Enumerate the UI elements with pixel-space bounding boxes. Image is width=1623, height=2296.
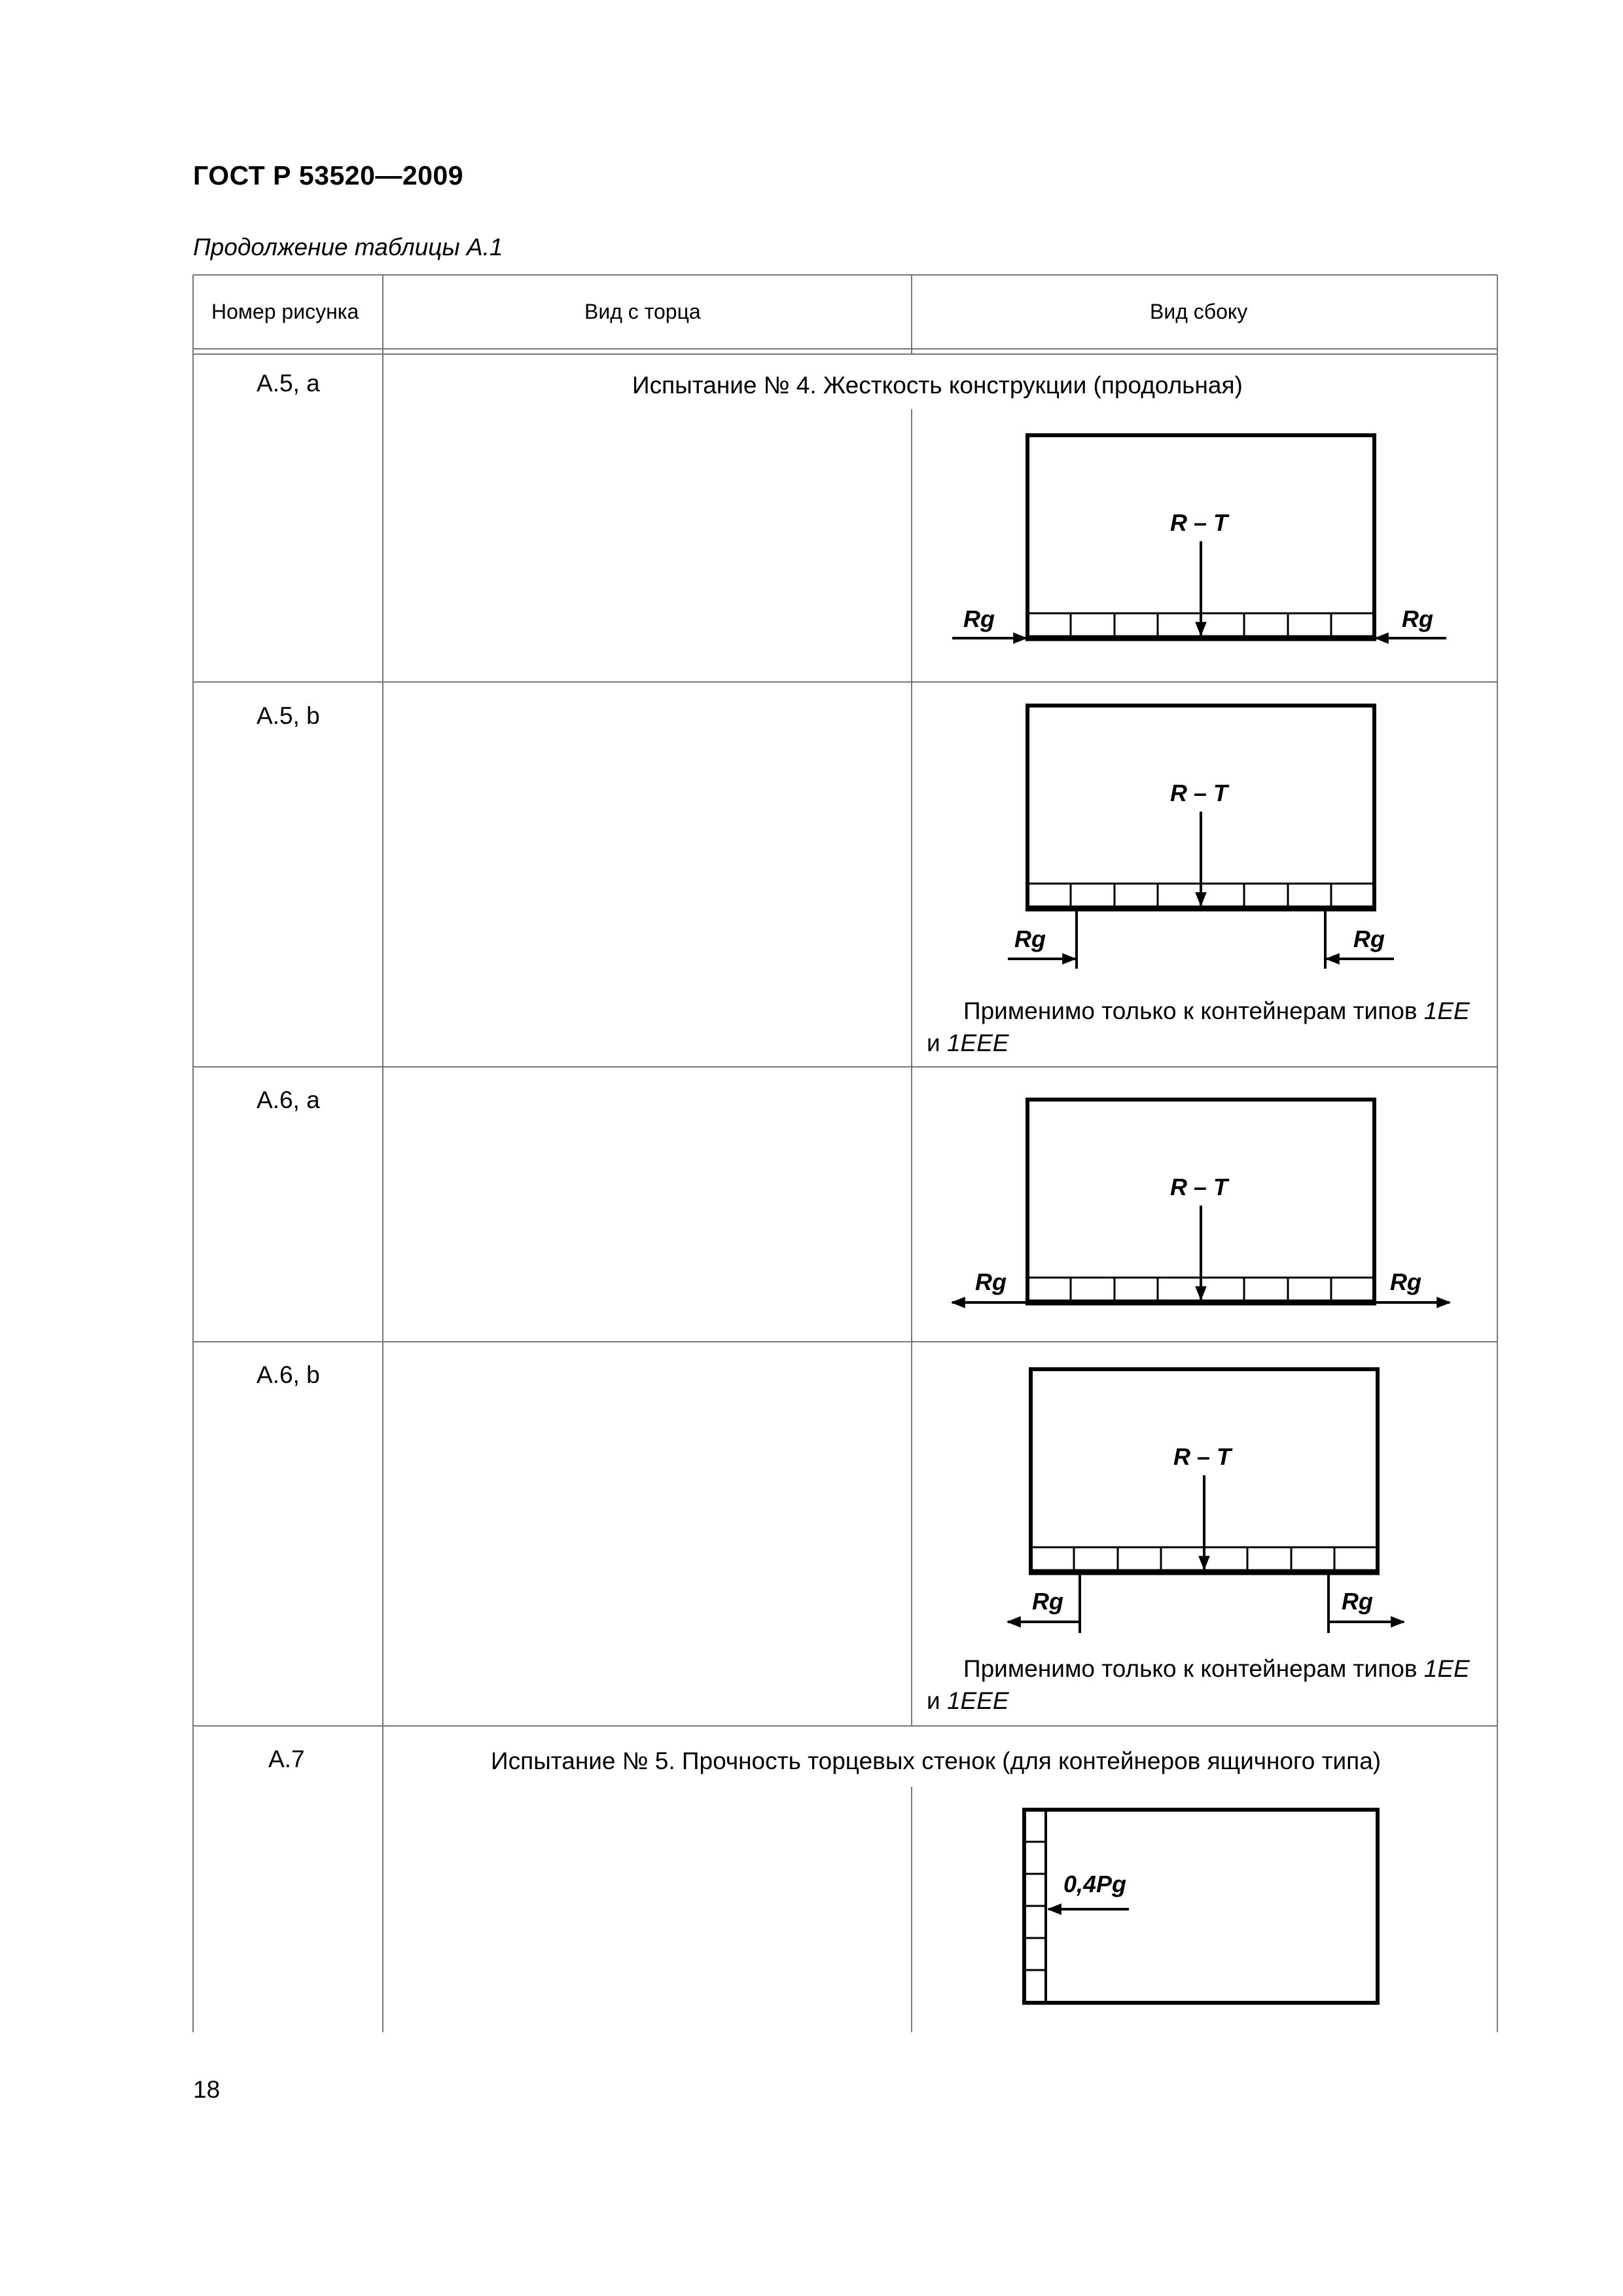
- label-load-a5b: R – T: [1170, 780, 1228, 806]
- label-load-a6b: R – T: [1173, 1443, 1232, 1470]
- page-number: 18: [193, 2076, 221, 2103]
- label-restraint-left-a6b: Rg: [1032, 1588, 1063, 1615]
- label-load-a5a: R – T: [1170, 509, 1228, 536]
- label-restraint-right-a6b: Rg: [1342, 1588, 1373, 1615]
- label-restraint-right-a5a: Rg: [1402, 605, 1433, 632]
- test-title-4: Испытание № 4. Жесткость конструкции (продольная): [632, 372, 1243, 399]
- figure-number-a6b: А.6, b: [257, 1361, 320, 1388]
- label-restraint-right-a6a: Rg: [1390, 1268, 1421, 1295]
- diagram-a5a: [952, 435, 1446, 638]
- column-header-end-view: Вид с торца: [584, 300, 701, 323]
- figure-number-a7: А.7: [268, 1746, 305, 1772]
- figure-number-a5a: А.5, а: [257, 370, 320, 397]
- table-caption: Продолжение таблицы А.1: [193, 234, 503, 260]
- column-header-figure-number: Номер рисунка: [211, 300, 359, 323]
- note-a5b-conj: и: [927, 1030, 947, 1056]
- note-a5b-type-1: 1EE: [1423, 997, 1470, 1024]
- column-header-side-view: Вид сбоку: [1150, 300, 1248, 323]
- figure-number-a5b: А.5, b: [257, 702, 320, 729]
- label-restraint-left-a5b: Rg: [1014, 925, 1046, 952]
- document-header: ГОСТ Р 53520—2009: [193, 160, 464, 190]
- label-restraint-left-a5a: Rg: [963, 605, 995, 632]
- diagram-a7: [1024, 1810, 1378, 2003]
- test-title-5: Испытание № 5. Прочность торцевых стенок (для контейнеров ящичного типа): [491, 1748, 1382, 1774]
- note-a6b: [927, 1653, 1483, 1717]
- label-load-a6a: R – T: [1170, 1174, 1228, 1200]
- diagram-a6a: [952, 1100, 1450, 1302]
- note-a5b-text: Применимо только к контейнерам типов: [963, 997, 1424, 1024]
- note-a5b: [927, 995, 1483, 1059]
- label-end-load-a7: 0,4Pg: [1063, 1871, 1127, 1897]
- label-restraint-right-a5b: Rg: [1353, 925, 1385, 952]
- label-restraint-left-a6a: Rg: [975, 1268, 1007, 1295]
- note-a6b-text: Применимо только к контейнерам типов: [963, 1655, 1424, 1682]
- note-a6b-type-2: 1EEE: [946, 1687, 1009, 1714]
- note-a6b-conj: и: [927, 1687, 947, 1714]
- figure-number-a6a: А.6, а: [257, 1086, 320, 1113]
- diagram-a5b: [1008, 706, 1394, 969]
- note-a6b-type-1: 1EE: [1423, 1655, 1470, 1682]
- note-a5b-type-2: 1EEE: [946, 1030, 1009, 1056]
